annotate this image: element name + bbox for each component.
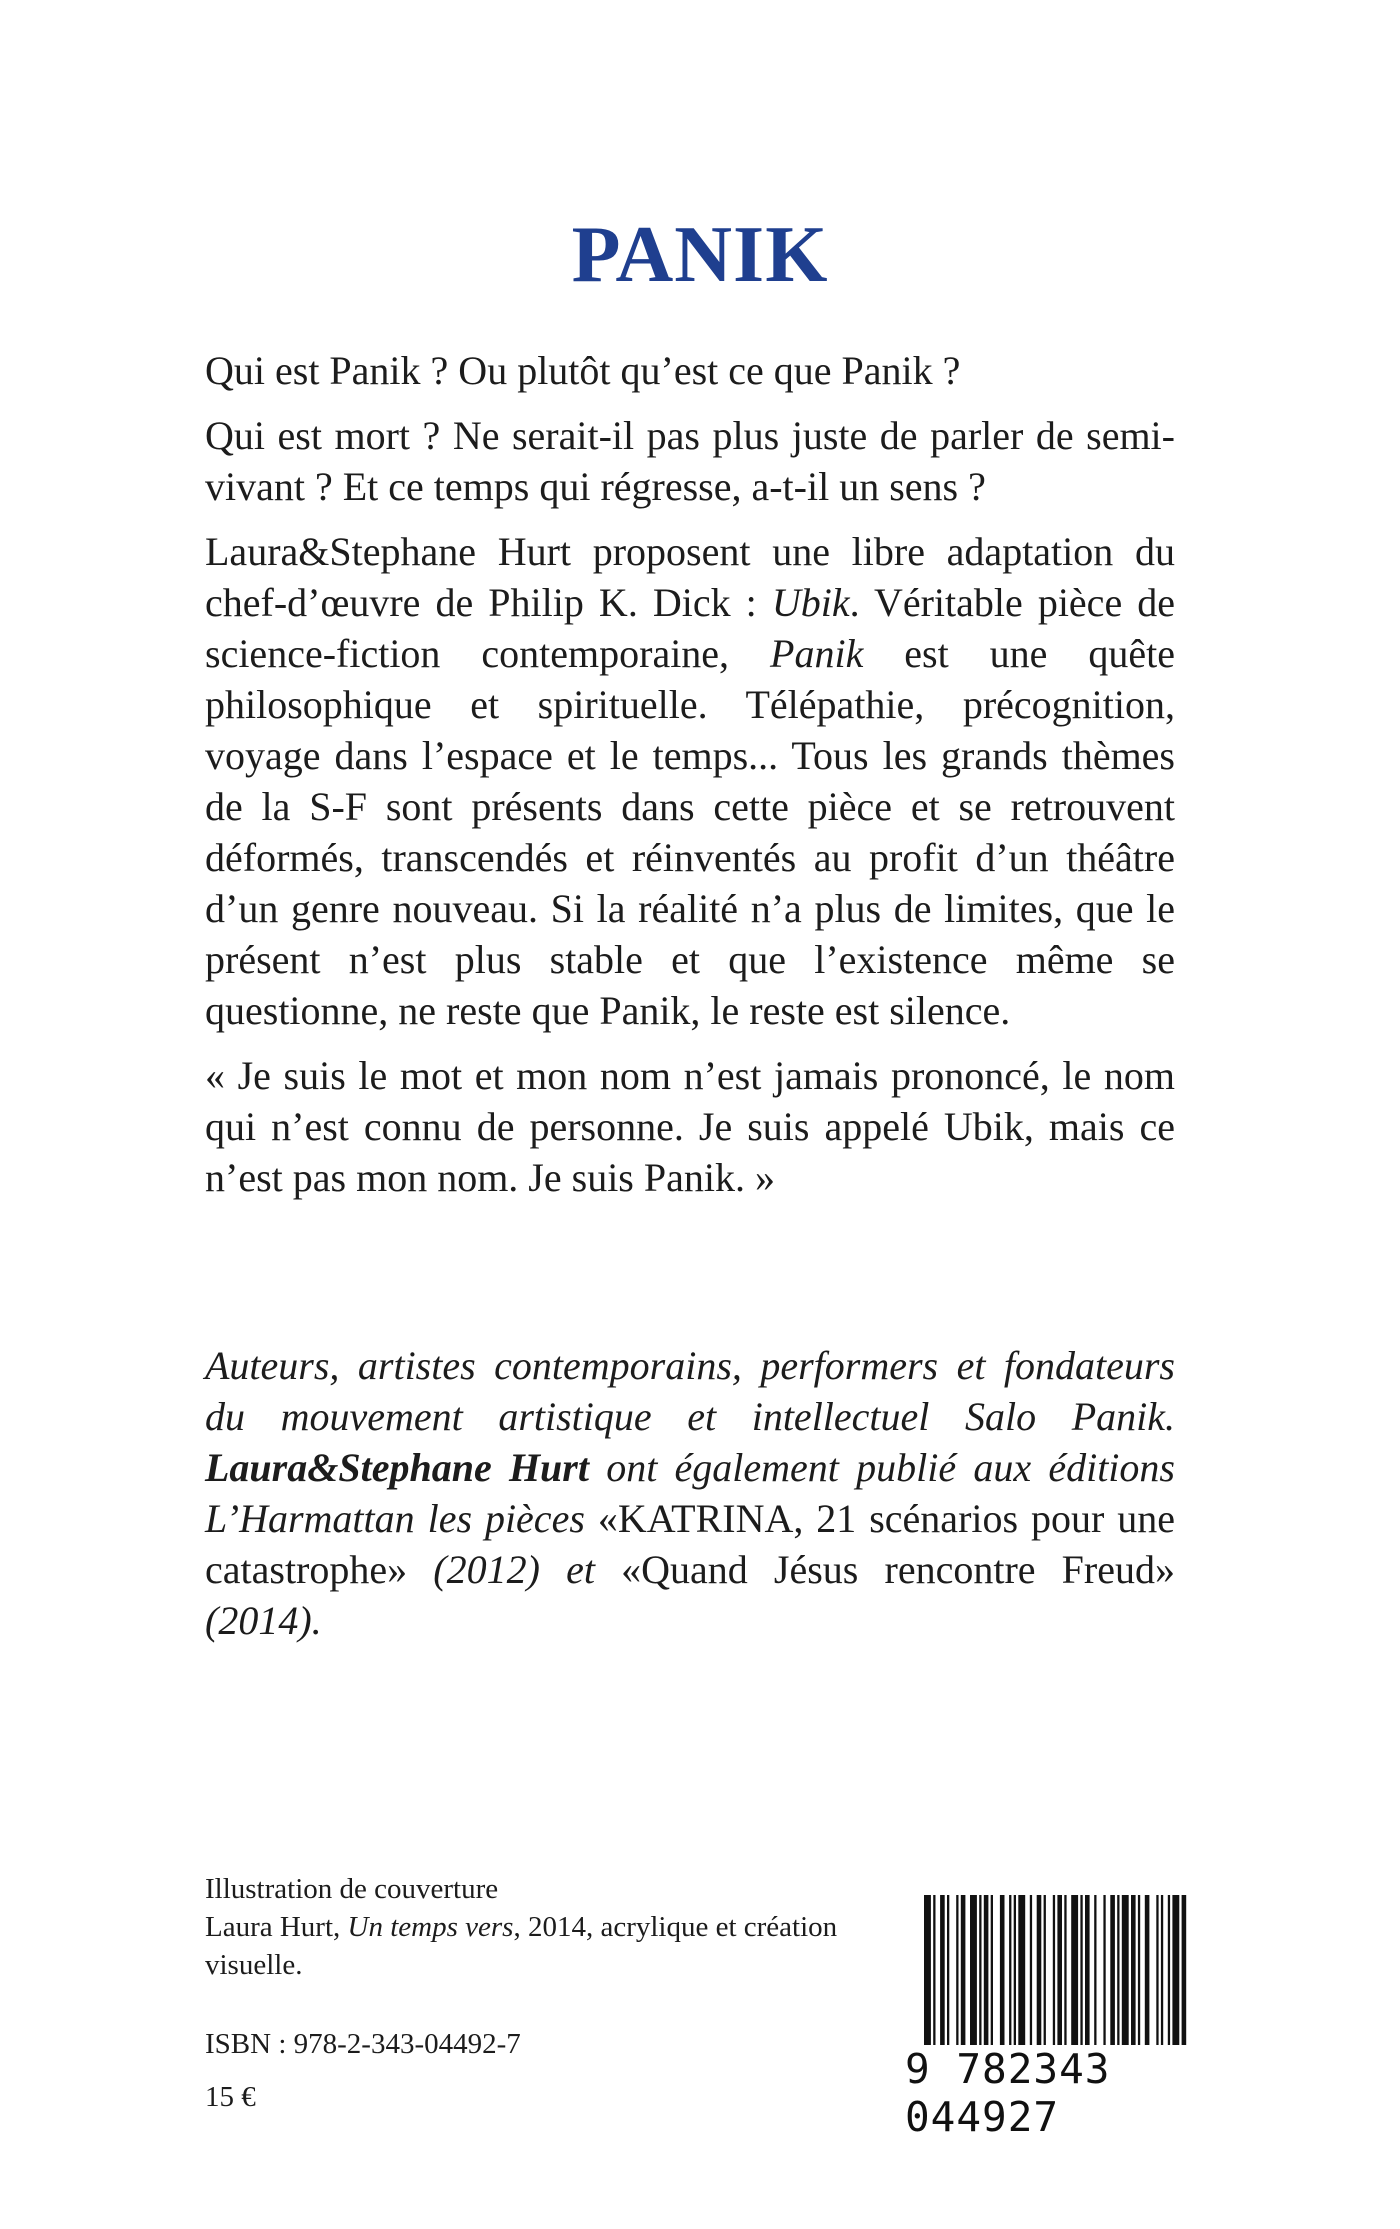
barcode-bar <box>1053 1895 1055 2045</box>
barcode-bar <box>1122 1895 1129 2045</box>
barcode-bar <box>1071 1895 1078 2045</box>
barcode-bar <box>1168 1895 1170 2045</box>
barcode-bar <box>991 1895 993 2045</box>
blurb-text: est une quête philosophique et spirituelle. Télépathie, précognition, voyage dans l’espace et le temps... Tous les grands thèmes de la S-F sont présents dans cette pièce et se retrouvent déformés, transcendés et réinventés au profit d’un théâtre d’un genre nouveau. Si la réalité n’a plus de limites, que le présent n’est plus stable et que l’existence même se questionne, ne reste que Panik, le reste est silence. <box>205 631 1175 1033</box>
barcode-bar <box>1103 1895 1105 2045</box>
barcode-bar <box>1138 1895 1140 2045</box>
previous-work-2: «Quand Jésus rencontre Freud» <box>621 1547 1175 1592</box>
bio-text: Auteurs, artistes contemporains, performers et fondateurs du mouvement artistique et intellectuel Salo Panik. <box>205 1343 1175 1439</box>
barcode-bar <box>1094 1895 1096 2045</box>
credits-heading: Illustration de couverture <box>205 1873 499 1905</box>
barcode-bar <box>1018 1895 1025 2045</box>
blurb-text: Laura&Stephane Hurt proposent une libre adaptation du chef-d’œuvre de Philip K. Dick : <box>205 529 1175 625</box>
barcode-bar <box>979 1895 981 2045</box>
credits-detail <box>205 1908 925 1984</box>
credits-artist: Laura Hurt, <box>205 1911 348 1943</box>
barcode-bar <box>1057 1895 1062 2045</box>
barcode-bar <box>1085 1895 1090 2045</box>
barcode-bar <box>956 1895 958 2045</box>
bio-year: (2012) et <box>407 1547 622 1592</box>
barcode-bar <box>1064 1895 1066 2045</box>
price: 15 € <box>205 2081 256 2113</box>
blurb-paragraph-3 <box>205 526 1175 1036</box>
barcode-bar <box>933 1895 935 2045</box>
barcode-bar <box>1037 1895 1042 2045</box>
barcode-bar <box>947 1895 949 2045</box>
barcode-bar <box>1182 1895 1187 2045</box>
barcode-bar <box>924 1895 931 2045</box>
barcode-bar <box>961 1895 966 2045</box>
isbn: ISBN : 978-2-343-04492-7 <box>205 2028 521 2060</box>
ubik-title: Ubik <box>771 580 850 625</box>
blurb-paragraph-2: Qui est mort ? Ne serait-il pas plus juste de parler de semi-vivant ? Et ce temps qui régresse, a-t-il un sens ? <box>205 413 1175 509</box>
barcode-bar <box>1156 1895 1158 2045</box>
blurb-text: . Véritable pièce de science-fiction contemporaine, <box>205 580 1176 676</box>
barcode-bar <box>1110 1895 1115 2045</box>
cover-credits <box>205 1870 925 1984</box>
barcode-bar <box>1117 1895 1119 2045</box>
author-names: Laura&Stephane Hurt <box>205 1445 589 1490</box>
barcode-bar <box>1172 1895 1179 2045</box>
barcode-bar <box>1161 1895 1163 2045</box>
barcode-bar <box>970 1895 977 2045</box>
barcode-bar <box>1080 1895 1082 2045</box>
back-cover-blurb <box>205 345 1175 1217</box>
barcode-bar <box>1131 1895 1136 2045</box>
blurb-quote: « Je suis le mot et mon nom n’est jamais prononcé, le nom qui n’est connu de personne. Je suis appelé Ubik, mais ce n’est pas mon nom. Je suis Panik. » <box>205 1053 1175 1200</box>
barcode-bar <box>1145 1895 1150 2045</box>
blurb-paragraph-1: Qui est Panik ? Ou plutôt qu’est ce que Panik ? <box>205 348 961 393</box>
barcode-bar <box>984 1895 989 2045</box>
panik-title: Panik <box>770 631 864 676</box>
bio-text: ont également publié aux éditions L’Harmattan les pièces <box>205 1445 1175 1541</box>
barcode-bar <box>940 1895 945 2045</box>
barcode-digits: 9 782343 044927 <box>905 2045 1111 2141</box>
artwork-title: Un temps vers <box>347 1911 514 1943</box>
book-title: PANIK <box>571 211 829 299</box>
previous-work-1: «KATRINA, 21 scénarios pour une catastrophe» <box>205 1496 1176 1592</box>
barcode-bar <box>1009 1895 1011 2045</box>
bio-year: (2014). <box>205 1598 322 1643</box>
barcode-bar <box>1014 1895 1016 2045</box>
author-bio <box>205 1340 1175 1646</box>
barcode-bar <box>1044 1895 1046 2045</box>
barcode-bar <box>1030 1895 1032 2045</box>
barcode-bar <box>1000 1895 1005 2045</box>
credits-medium: , 2014, acrylique et création visuelle. <box>205 1911 838 1981</box>
barcode-bars <box>920 1895 1280 2045</box>
